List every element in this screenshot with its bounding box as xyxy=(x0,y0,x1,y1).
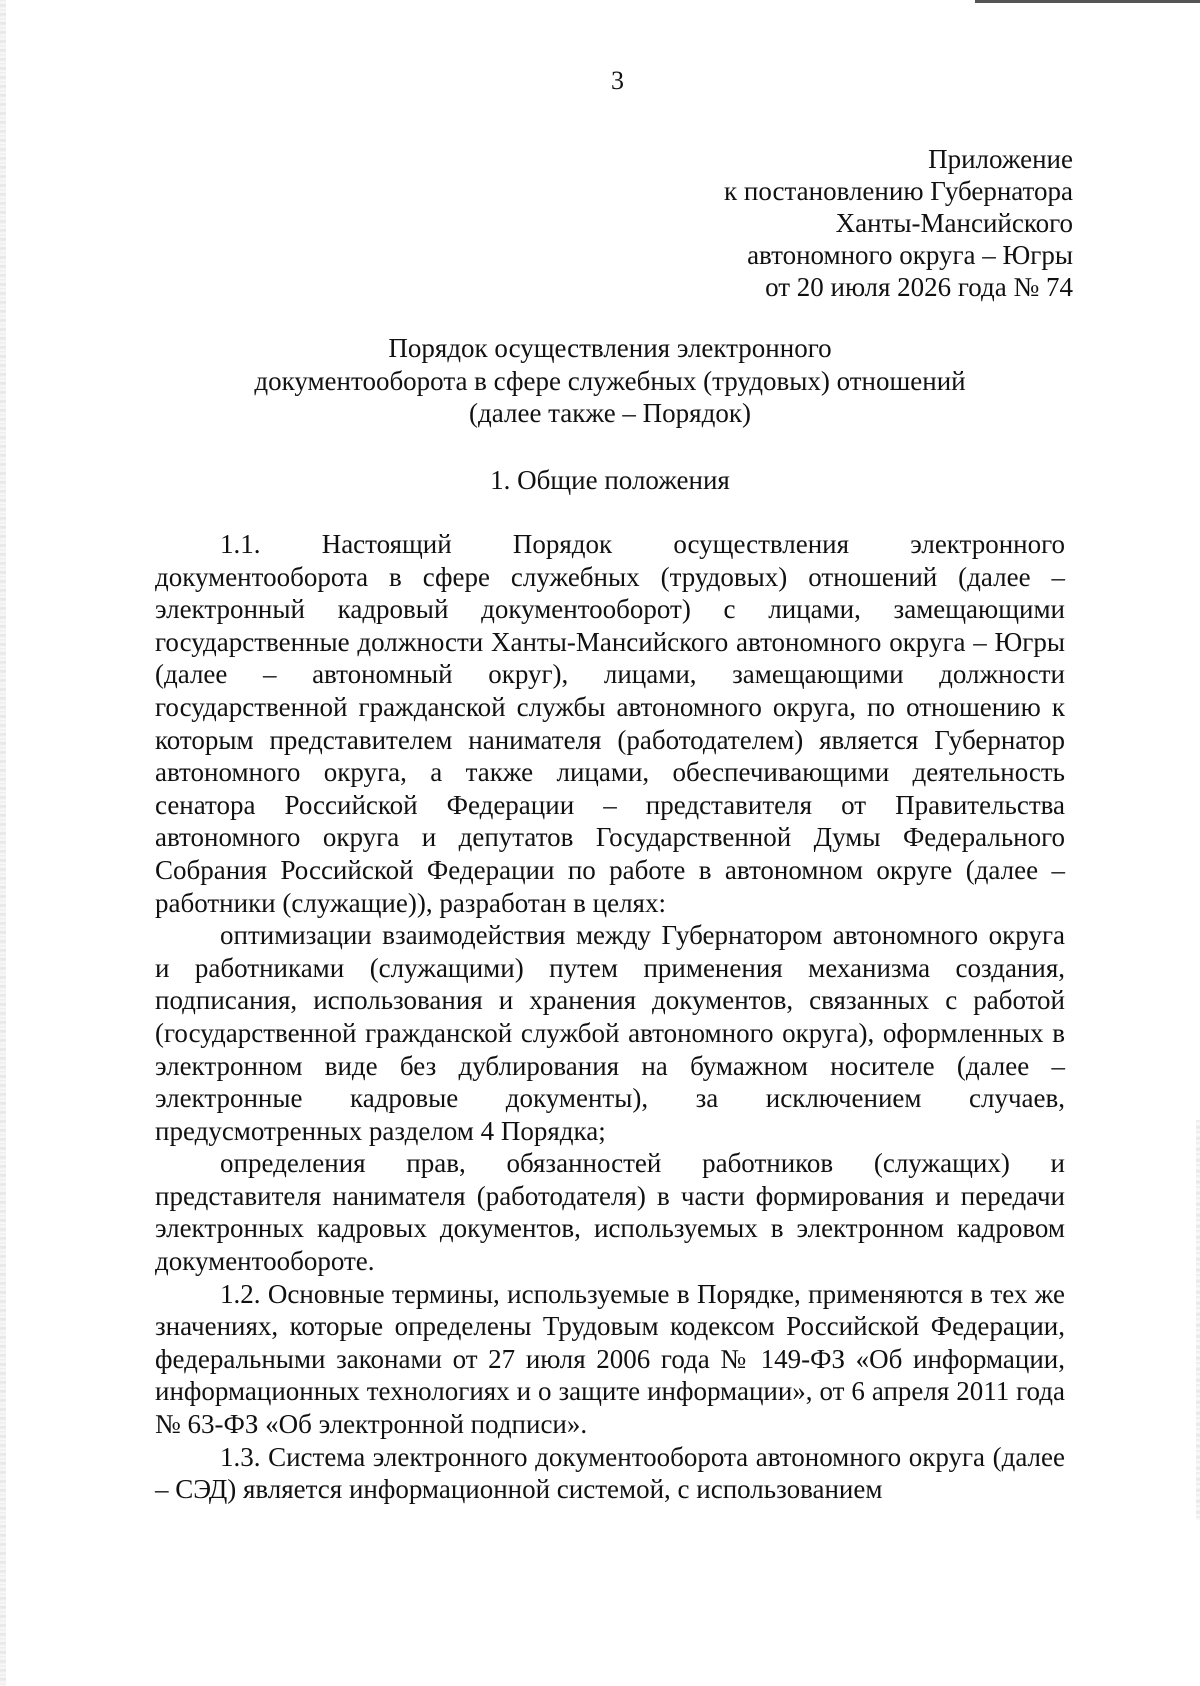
paragraph-1-1: 1.1. Настоящий Порядок осуществления электронного документооборота в сфере служебных (трудовых) отношений (далее – электронный кадровый документооборот) с лицами, замещающими государственные должности Ханты-Мансийского автономного округа – Югры (далее – автономный округ), лицами, замещающими должности государственной гражданской службы автономного округа, по отношению к которым представителем нанимателя (работодателем) является Губернатор автономного округа, а также лицами, обеспечивающими деятельность сенатора Российской Федерации – представителя от Правительства автономного округа и депутатов Государственной Думы Федерального Собрания Российской Федерации по работе в автономном округе (далее – работники (служащие)), разработан в целях: xyxy=(155,529,1065,918)
page-number: 3 xyxy=(611,66,624,95)
appendix-line: автономного округа – Югры xyxy=(747,240,1073,270)
appendix-line: от 20 июля 2026 года № 74 xyxy=(765,272,1073,302)
paragraph-purpose-2: определения прав, обязанностей работников (служащих) и представителя нанимателя (работодателя) в части формирования и передачи электронных кадровых документов, используемых в электронном кадровом документообороте. xyxy=(155,1148,1065,1277)
scan-edge-right xyxy=(1196,1120,1200,1520)
appendix-block xyxy=(724,143,1073,303)
top-rule xyxy=(975,0,1200,3)
paragraph-1-2: 1.2. Основные термины, используемые в Порядке, применяются в тех же значениях, которые определены Трудовым кодексом Российской Федерации, федеральными законами от 27 июля 2006 года № 149-ФЗ «Об информации, информационных технологиях и о защите информации», от 6 апреля 2011 года № 63-ФЗ «Об электронной подписи». xyxy=(155,1278,1065,1440)
section-heading: 1. Общие положения xyxy=(490,465,730,495)
title-line: документооборота в сфере служебных (трудовых) отношений xyxy=(254,365,966,396)
appendix-line: к постановлению Губернатора xyxy=(724,176,1073,206)
document-title xyxy=(150,332,1070,430)
body-text xyxy=(155,528,1065,1506)
title-line: Порядок осуществления электронного xyxy=(388,333,832,363)
title-line: (далее также – Порядок) xyxy=(469,398,751,428)
paragraph-purpose-1: оптимизации взаимодействия между Губернатором автономного округа и работниками (служащими) путем применения механизма создания, подписания, использования и хранения документов, связанных с работой (государственной гражданской службой автономного округа), оформленных в электронном виде без дублирования на бумажном носителе (далее – электронные кадровые документы), за исключением случаев, предусмотренных разделом 4 Порядка; xyxy=(155,920,1065,1146)
appendix-line: Ханты-Мансийского xyxy=(835,208,1073,238)
paragraph-1-3: 1.3. Система электронного документооборота автономного округа (далее – СЭД) является информационной системой, с использованием xyxy=(155,1441,1065,1505)
appendix-line: Приложение xyxy=(928,144,1073,174)
scan-edge-left xyxy=(0,0,6,1686)
